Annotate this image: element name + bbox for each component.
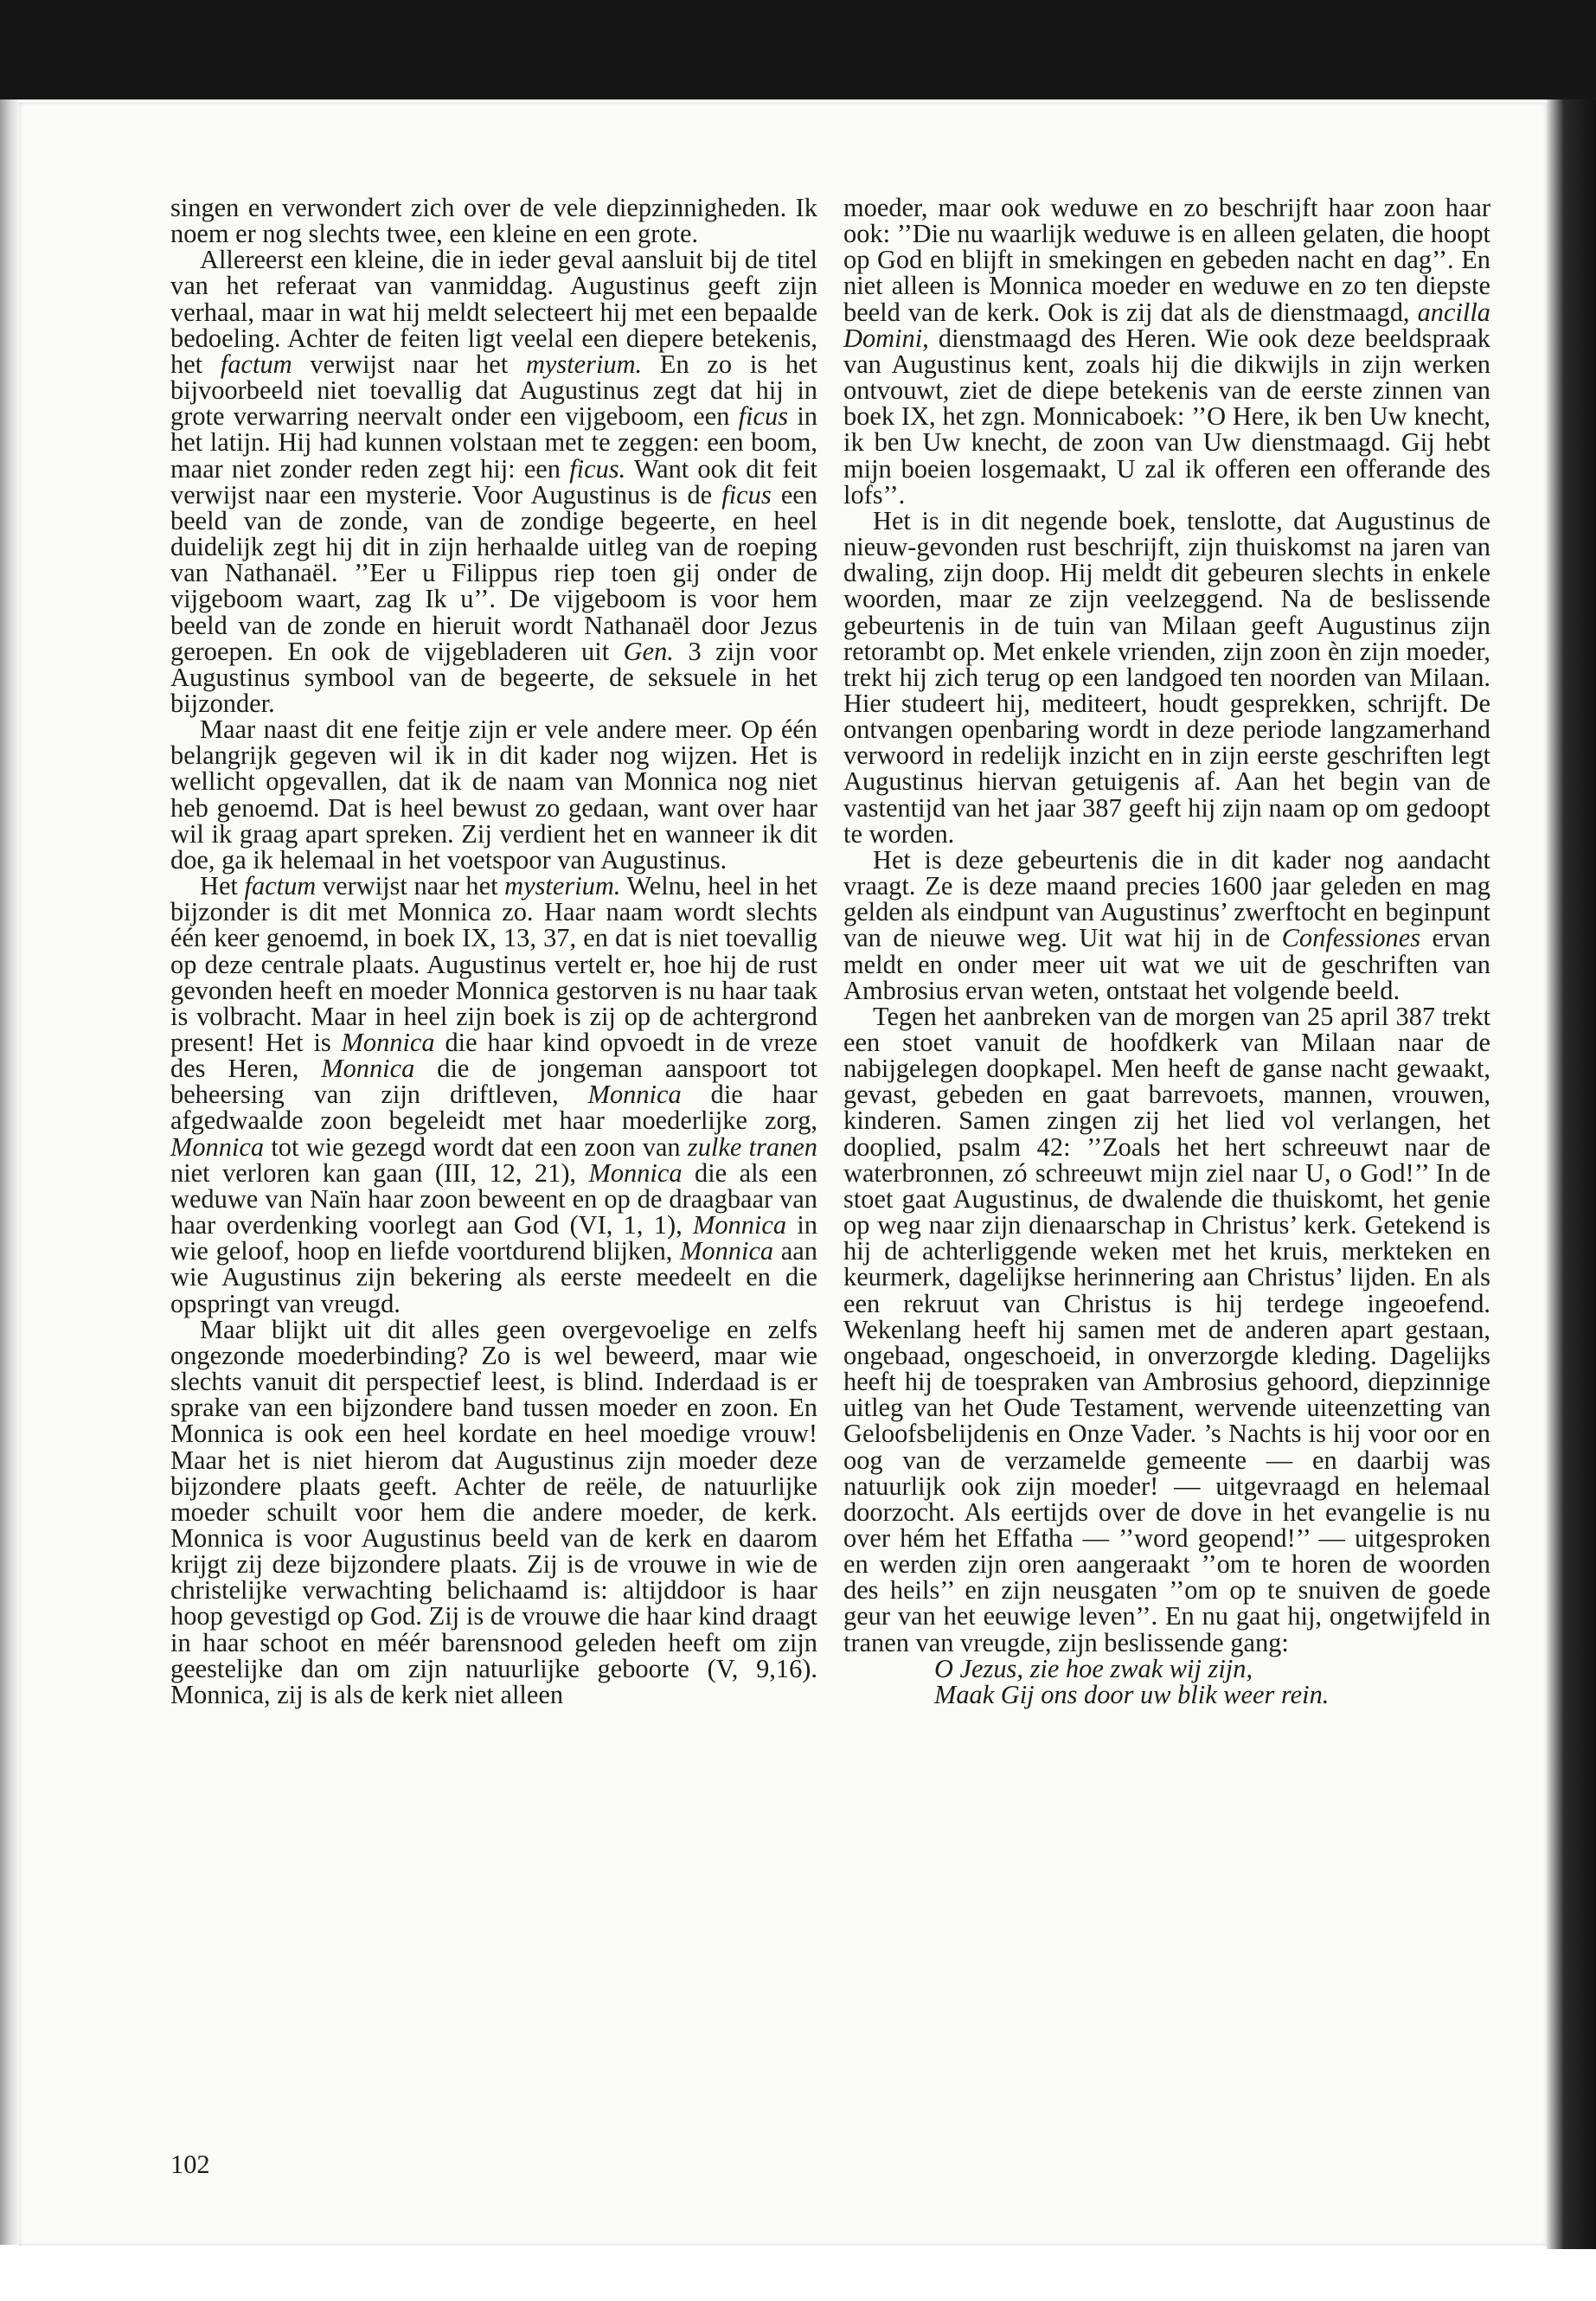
text-column-left	[170, 195, 817, 1708]
paragraph: Maar blijkt uit dit alles geen overgevoelige en zelfs ongezonde moederbinding? Zo is wel beweerd, maar wie slechts vanuit dit perspectief leest, is blind. Inderdaad is er sprake van een bijzondere band tussen moeder en zoon. En Monnica is ook een heel kordate en heel moedige vrouw! Maar het is niet hierom dat Augustinus zijn moeder deze bijzondere plaats geeft. Achter de reële, de natuurlijke moeder schuilt voor hem die andere moeder, de kerk. Monnica is voor Augustinus beeld van de kerk en daarom krijgt zij deze bijzondere plaats. Zij is de vrouwe in wie de christelijke verwachting belichaamd is: altijddoor is haar hoop gevestigd op God. Zij is de vrouwe die haar kind draagt in haar schoot en méér barensnood geleden heeft om zijn geestelijke dan om zijn natuurlijke geboorte (V, 9,16). Monnica, zij is als de kerk niet alleen	[170, 1314, 817, 1709]
paragraph: Het is in dit negende boek, tenslotte, dat Augustinus de nieuw-gevonden rust beschrijft, zijn thuiskomst na jaren van dwaling, zijn doop. Hij meldt dit gebeuren slechts in enkele woorden, maar ze zijn veelzeggend. Na de beslissende gebeurtenis in de tuin van Milaan geeft Augustinus zijn retorambt op. Met enkele vrienden, zijn zoon èn zijn moeder, trekt hij zich terug op een landgoed ten noorden van Milaan. Hier studeert hij, mediteert, houdt gesprekken, schrijft. De ontvangen openbaring wordt in deze periode langzamerhand verwoord in redelijk inzicht en in zijn eerste geschriften legt Augustinus hiervan getuigenis af. Aan het begin van de vastentijd van het jaar 387 geeft hij zijn naam op om gedoopt te worden.	[843, 505, 1490, 849]
verse-line: Maak Gij ons door uw blik weer rein.	[934, 1679, 1330, 1709]
page-edge-shadow	[1547, 99, 1596, 2249]
book-spine-shadow	[0, 99, 19, 2245]
paragraph: Het factum verwijst naar het mysterium. Welnu, heel in het bijzonder is dit met Monnica zo. Haar naam wordt slechts één keer genoemd, in boek IX, 13, 37, en dat is niet toevallig op deze centrale plaats. Augustinus vertelt er, hoe hij de rust gevonden heeft en moeder Monnica gestorven is nu haar taak is volbracht. Maar in heel zijn boek is zij op de achtergrond present! Het is Monnica die haar kind opvoedt in de vreze des Heren, Monnica die de jongeman aanspoort tot beheersing van zijn driftleven, Monnica die haar afgedwaalde zoon begeleidt met haar moederlijke zorg, Monnica tot wie gezegd wordt dat een zoon van zulke tranen niet verloren kan gaan (III, 12, 21), Monnica die als een weduwe van Naïn haar zoon beweent en op de draagbaar van haar overdenking voorlegt aan God (VI, 1, 1), Monnica in wie geloof, hoop en liefde voortdurend blijken, Monnica aan wie Augustinus zijn bekering als eerste meedeelt en die opspringt van vreugd.	[170, 871, 818, 1318]
paragraph: Allereerst een kleine, die in ieder geval aansluit bij de titel van het referaat van vanmiddag. Augustinus geeft zijn verhaal, maar in wat hij meldt selecteert hij met een bepaalde bedoeling. Achter de feiten ligt veelal een diepere betekenis, het factum verwijst naar het mysterium. En zo is het bijvoorbeeld niet toevallig dat Augustinus zegt dat hij in grote verwarring neervalt onder een vijgeboom, een ficus in het latijn. Hij had kunnen volstaan met te zeggen: een boom, maar niet zonder reden zegt hij: een ficus. Want ook dit feit verwijst naar een mysterie. Voor Augustinus is de ficus een beeld van de zonde, van de zondige begeerte, en heel duidelijk zegt hij dit in zijn herhaalde uitleg van de roeping van Nathanaël. ’’Eer u Filippus riep toen gij onder de vijgeboom waart, zag Ik u’’. De vijgeboom is voor hem beeld van de zonde en hieruit wordt Nathanaël door Jezus geroepen. En ook de vijgebladeren uit Gen. 3 zijn voor Augustinus symbool van de begeerte, de seksuele in het bijzonder.	[170, 245, 817, 718]
paragraph: singen en verwondert zich over de vele diepzinnigheden. Ik noem er nog slechts twee, een kleine en een grote.	[170, 193, 817, 249]
paragraph: Maar naast dit ene feitje zijn er vele andere meer. Op één belangrijk gegeven wil ik in dit kader nog wijzen. Het is wellicht opgevallen, dat ik de naam van Monnica nog niet heb genoemd. Dat is heel bewust zo gedaan, want over haar wil ik graag apart spreken. Zij verdient het en wanneer ik dit doe, ga ik helemaal in het voetspoor van Augustinus.	[170, 715, 817, 875]
paragraph: moeder, maar ook weduwe en zo beschrijft haar zoon haar ook: ’’Die nu waarlijk weduwe is en alleen gelaten, die hoopt op God en blijft in smekingen en gebeden nacht en dag’’. En niet alleen is Monnica moeder en weduwe en zo ten diepste beeld van de kerk. Ook is zij dat als de dienstmaagd, ancilla Domini, dienstmaagd des Heren. Wie ook deze beeldspraak van Augustinus kent, zoals hij die dikwijls in zijn werken ontvouwt, ziet de diepe betekenis van de eerste zinnen van boek IX, het zgn. Monnicaboek: ’’O Here, ik ben Uw knecht, ik ben Uw knecht, de zoon van Uw dienstmaagd. Gij hebt mijn boeien losgemaakt, U zal ik offeren een offerande des lofs’’.	[843, 193, 1490, 510]
paragraph: Het is deze gebeurtenis die in dit kader nog aandacht vraagt. Ze is deze maand precies 1600 jaar geleden en mag gelden als eindpunt van Augustinus’ zwerftocht en beginpunt van de nieuwe weg. Uit wat hij in de Confessiones ervan meldt en onder meer uit wat we uit de geschriften van Ambrosius ervan weten, ontstaat het volgende beeld.	[843, 844, 1490, 1005]
paragraph: Tegen het aanbreken van de morgen van 25 april 387 trekt een stoet vanuit de hoofdkerk van Milaan naar de nabijgelegen doopkapel. Men heeft de ganse nacht gewaakt, gevast, gebeden en gaat barrevoets, mannen, vrouwen, kinderen. Samen zingen zij het lied vol verlangen, het dooplied, psalm 42: ’’Zoals het hert schreeuwt naar de waterbronnen, zó schreeuwt mijn ziel naar U, o God!’’ In de stoet gaat Augustinus, de dwalende die thuiskomt, het genie op weg naar zijn dienaarschap in Christus’ kerk. Getekend is hij de achterliggende weken met het kruis, merkteken en keurmerk, dagelijkse herinnering aan Christus’ lijden. En als een rekruut van Christus is hij terdege ingeoefend. Wekenlang heeft hij samen met de anderen apart gestaan, ongebaad, ongeschoeid, in onverzorgde kleding. Dagelijks heeft hij de toespraken van Ambrosius gehoord, diepzinnige uitleg van het Oude Testament, wervende uiteenzetting van Geloofsbelijdenis en Onze Vader. ’s Nachts is hij voor oor en oog van de verzamelde gemeente — en daarbij was natuurlijk ook zijn moeder! — uitgevraagd en helemaal doorzocht. Als eertijds over de dove in het evangelie is nu over hém het Effatha — ’’word geopend!’’ — uitgesproken en werden zijn oren aangeraakt ’’om te horen de woorden des heils’’ en zijn neusgaten ’’om op te snuiven de goede geur van het eeuwige leven’’. En nu gaat hij, ongetwijfeld in tranen van vreugde, zijn beslissende gang:	[843, 1001, 1490, 1657]
scan-bottom-margin	[0, 2249, 1596, 2301]
page-number: 102	[170, 2150, 210, 2179]
scan-top-border	[0, 0, 1596, 99]
verse-line: O Jezus, zie hoe zwak wij zijn,	[934, 1653, 1253, 1683]
text-column-right	[843, 195, 1490, 1708]
